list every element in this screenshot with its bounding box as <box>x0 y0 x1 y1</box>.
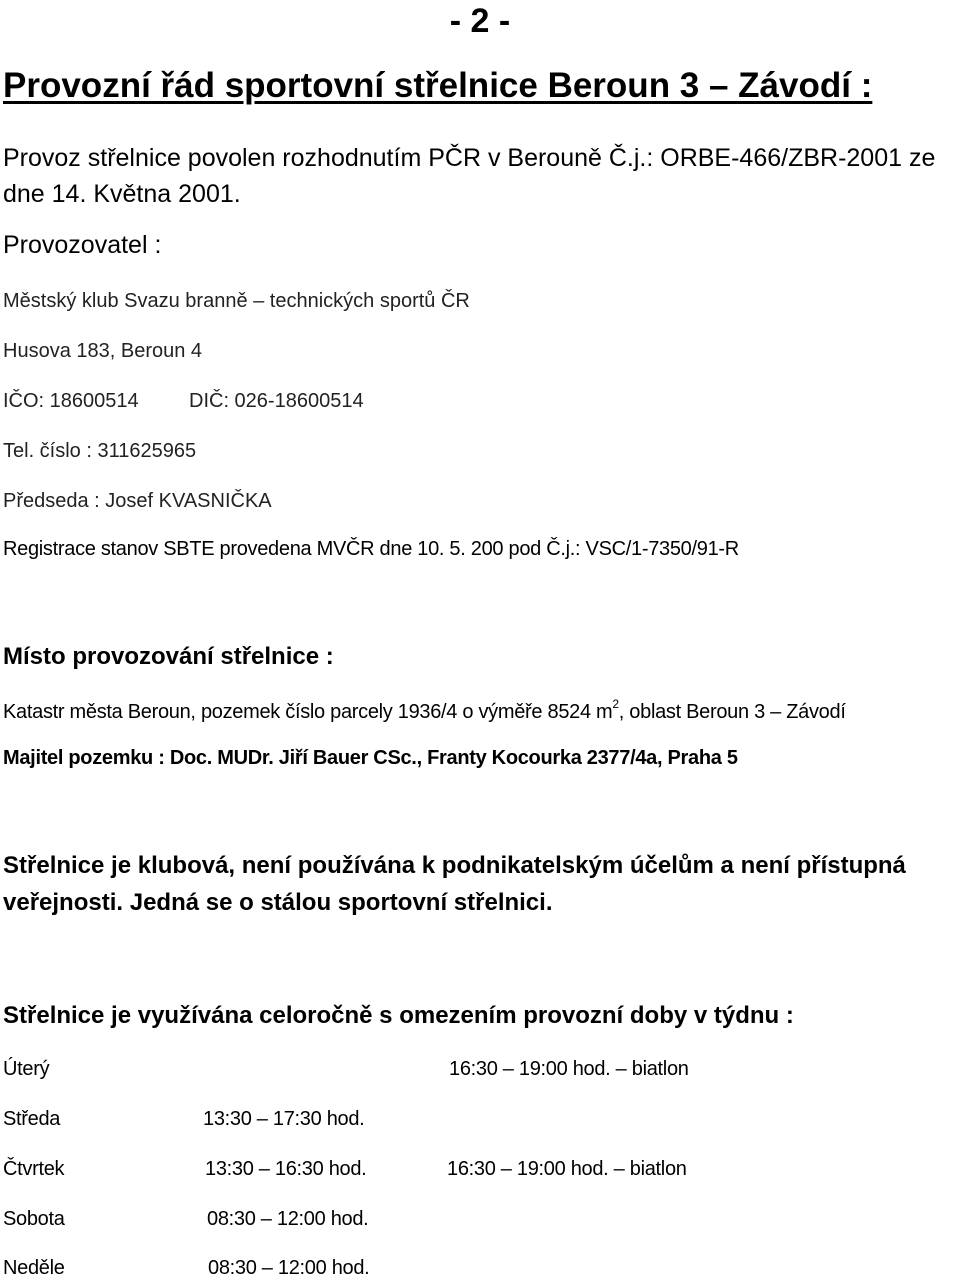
land-owner <box>3 747 738 770</box>
schedule-slot-biathlon: 16:30 – 19:00 hod. – biatlon <box>449 1058 689 1080</box>
operator-heading: Provozovatel : <box>3 231 162 259</box>
land-owner-name: Majitel pozemku : Doc. MUDr. Jiří Bauer CSc. <box>3 747 417 769</box>
operator-address: Husova 183, Beroun 4 <box>3 340 203 362</box>
page-number: - 2 - <box>449 2 511 40</box>
permit-statement: Provoz střelnice povolen rozhodnutím PČR v Berouně Č.j.: ORBE-466/ZBR-2001 ze dne 14. Května 2001. <box>3 144 936 208</box>
schedule-day: Neděle <box>3 1257 65 1279</box>
club-statement: Střelnice je klubová, není používána k podnikatelským účelům a není přístupná veřejnosti. Jedná se o stálou sportovní střelnici. <box>3 852 906 916</box>
page-title: Provozní řád sportovní střelnice Beroun 3 – Závodí : <box>3 66 873 105</box>
operator-chairman: Předseda : Josef KVASNIČKA <box>3 490 272 512</box>
schedule-slot: 08:30 – 12:00 hod. <box>207 1208 369 1230</box>
operator-name: Městský klub Svazu branně – technických sportů ČR <box>3 290 470 312</box>
operator-phone: Tel. číslo : 311625965 <box>3 440 197 462</box>
schedule-heading: Střelnice je využívána celoročně s omezením provozní doby v týdnu : <box>3 1002 794 1029</box>
schedule-slot: 13:30 – 16:30 hod. <box>205 1158 367 1180</box>
operator-dic: DIČ: 026-18600514 <box>189 390 364 412</box>
registration-note: Registrace stanov SBTE provedena MVČR dne 10. 5. 200 pod Č.j.: VSC/1-7350/91-R <box>3 538 739 560</box>
land-owner-address: , Franty Kocourka 2377/4a, Praha 5 <box>416 747 738 769</box>
schedule-day: Sobota <box>3 1208 65 1230</box>
operator-ico: IČO: 18600514 <box>3 390 139 412</box>
schedule-slot: 13:30 – 17:30 hod. <box>203 1108 365 1130</box>
area-unit-superscript: 2 <box>612 697 619 711</box>
schedule-day: Čtvrtek <box>3 1158 65 1180</box>
cadastre-info <box>3 697 846 724</box>
schedule-day: Úterý <box>3 1058 50 1080</box>
location-heading: Místo provozování střelnice : <box>3 643 334 670</box>
schedule-slot-biathlon: 16:30 – 19:00 hod. – biatlon <box>447 1158 687 1180</box>
schedule-slot: 08:30 – 12:00 hod. <box>208 1257 370 1279</box>
schedule-day: Středa <box>3 1108 61 1130</box>
cadastre-area-suffix: , oblast Beroun 3 – Závodí <box>618 701 846 723</box>
cadastre-text: Katastr města Beroun, pozemek číslo parcely 1936/4 o výměře 8524 m <box>3 701 613 723</box>
